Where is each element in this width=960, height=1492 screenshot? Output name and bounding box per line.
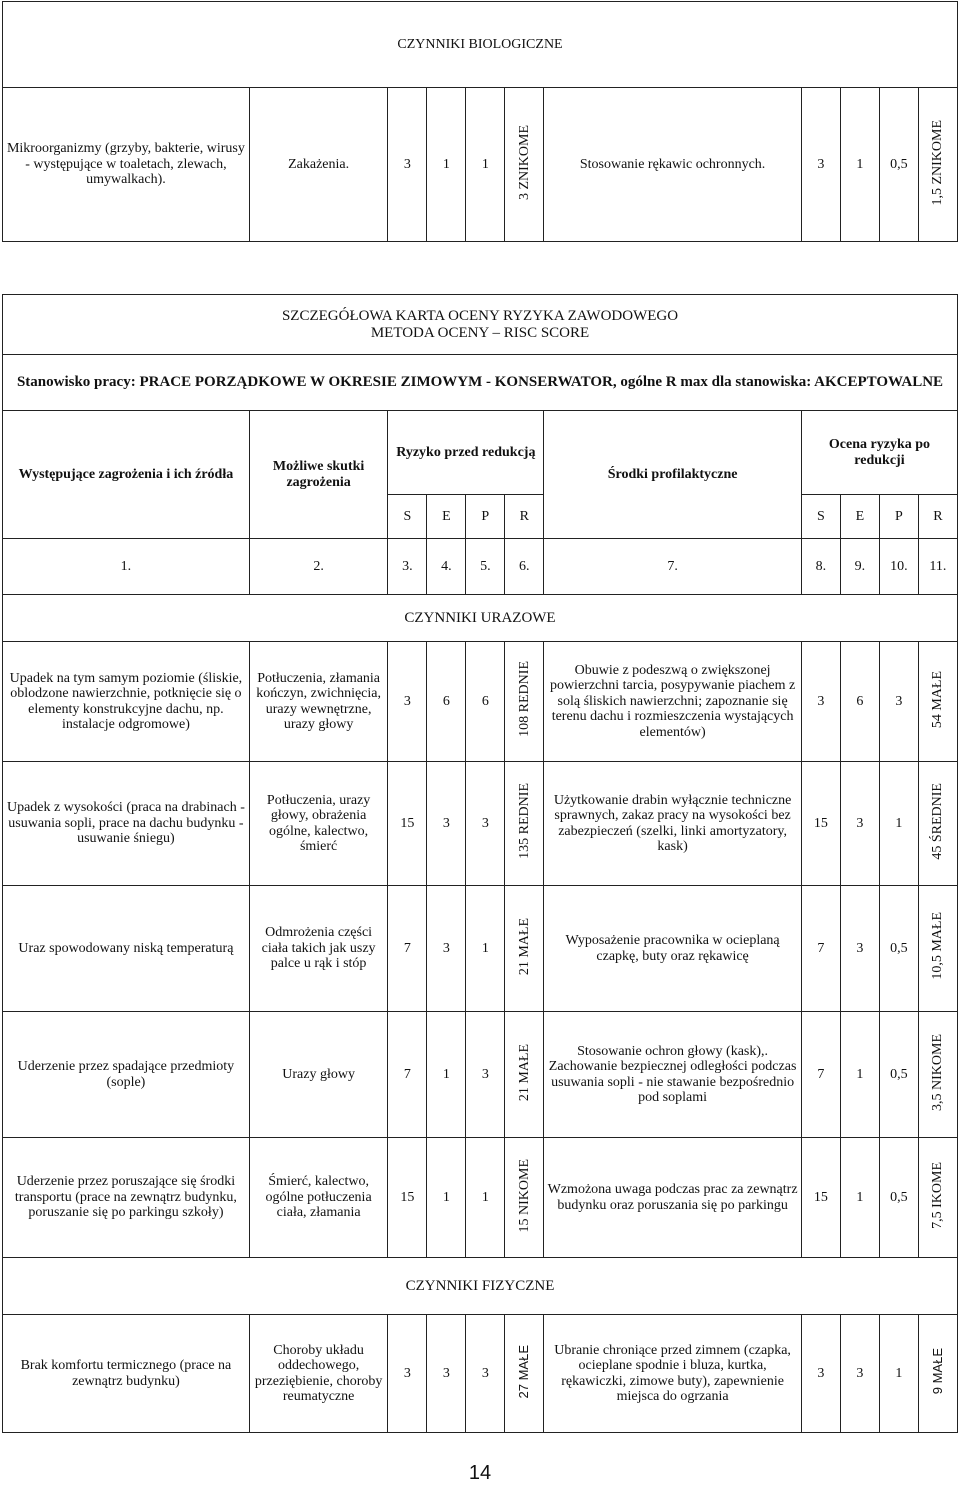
header-r-after: R <box>918 495 957 539</box>
column-number: 11. <box>918 539 957 595</box>
s-before: 7 <box>388 1012 427 1138</box>
s-after: 3 <box>801 1315 840 1433</box>
r-before: 135 REDNIE <box>516 783 532 860</box>
hazard-cell: Uraz spowodowany niską temperaturą <box>3 886 250 1012</box>
r-before: 15 NIKOME <box>516 1158 532 1233</box>
column-number: 7. <box>544 539 802 595</box>
effect-cell: Potłuczenia, urazy głowy, obrażenia ogólne, kalectwo, śmierć <box>249 762 388 886</box>
p-after: 1 <box>879 1315 918 1433</box>
r-after: 9 MAŁE <box>929 1348 945 1395</box>
measure-cell: Stosowanie ochron głowy (kask),. Zachowanie bezpiecznej odległości podczas usuwania sopli - nie stawanie bezpośrednio pod soplami <box>544 1012 802 1138</box>
effect-cell: Zakażenia. <box>249 88 388 242</box>
p-before: 1 <box>466 1138 505 1258</box>
e-after: 1 <box>840 1138 879 1258</box>
e-after: 1 <box>840 88 879 242</box>
e-before: 3 <box>427 762 466 886</box>
r-before: 21 MAŁE <box>516 917 532 975</box>
e-before: 1 <box>427 1138 466 1258</box>
table-row <box>3 1315 958 1433</box>
page-number: 14 <box>468 1462 492 1484</box>
s-before: 15 <box>388 762 427 886</box>
column-number: 4. <box>427 539 466 595</box>
hazard-cell: Uderzenie przez poruszające się środki transportu (prace na zewnątrz budynku, poruszanie się po parkingu szkoły) <box>3 1138 250 1258</box>
r-after: 1,5 ZNIKOME <box>930 119 946 206</box>
p-before: 1 <box>466 88 505 242</box>
header-s-after: S <box>801 495 840 539</box>
hazard-cell: Uderzenie przez spadające przedmioty (sople) <box>3 1012 250 1138</box>
e-after: 3 <box>840 886 879 1012</box>
table-row <box>3 88 958 242</box>
card-title: SZCZEGÓŁOWA KARTA OCENY RYZYKA ZAWODOWEGO <box>281 308 679 324</box>
s-before: 3 <box>388 88 427 242</box>
e-after: 3 <box>840 762 879 886</box>
e-before: 1 <box>427 88 466 242</box>
s-before: 3 <box>388 1315 427 1433</box>
header-effects: Możliwe skutki zagrożenia <box>249 411 388 539</box>
e-before: 6 <box>427 642 466 762</box>
effect-cell: Urazy głowy <box>249 1012 388 1138</box>
s-before: 7 <box>388 886 427 1012</box>
p-after: 0,5 <box>879 1012 918 1138</box>
measure-cell: Wyposażenie pracownika w ocieplaną czapkę, buty oraz rękawicę <box>544 886 802 1012</box>
header-s-before: S <box>388 495 427 539</box>
section-physical-title: CZYNNIKI FIZYCZNE <box>3 1258 958 1315</box>
s-after: 15 <box>801 762 840 886</box>
header-e-after: E <box>840 495 879 539</box>
p-after: 0,5 <box>879 88 918 242</box>
column-number: 10. <box>879 539 918 595</box>
measure-cell: Stosowanie rękawic ochronnych. <box>544 88 802 242</box>
header-e-before: E <box>427 495 466 539</box>
s-after: 7 <box>801 1012 840 1138</box>
e-before: 1 <box>427 1012 466 1138</box>
effect-cell: Choroby układu oddechowego, przeziębienie, choroby reumatyczne <box>249 1315 388 1433</box>
hazard-cell: Upadek z wysokości (praca na drabinach - usuwania sopli, prace na dachu budynku - usuwanie śniegu) <box>3 762 250 886</box>
r-after: 45 ŚREDNIE <box>930 782 946 860</box>
p-before: 1 <box>466 886 505 1012</box>
p-before: 3 <box>466 1315 505 1433</box>
s-after: 3 <box>801 88 840 242</box>
s-after: 15 <box>801 1138 840 1258</box>
p-before: 6 <box>466 642 505 762</box>
header-r-before: R <box>505 495 544 539</box>
column-number: 9. <box>840 539 879 595</box>
column-number: 1. <box>3 539 250 595</box>
r-after: 10,5 MAŁE <box>930 912 946 981</box>
hazard-cell: Mikroorganizmy (grzyby, bakterie, wirusy - występujące w toaletach, zlewach, umywalkach). <box>3 88 250 242</box>
column-number: 8. <box>801 539 840 595</box>
table-row <box>3 1138 958 1258</box>
e-before: 3 <box>427 1315 466 1433</box>
section-injury-title: CZYNNIKI URAZOWE <box>3 595 958 642</box>
p-before: 3 <box>466 762 505 886</box>
header-p-after: P <box>879 495 918 539</box>
r-before: 27 MAŁE <box>516 1344 532 1399</box>
e-after: 1 <box>840 1012 879 1138</box>
r-before: 21 MAŁE <box>516 1043 532 1101</box>
s-after: 7 <box>801 886 840 1012</box>
card-method: METODA OCENY – RISC SCORE <box>370 324 590 341</box>
column-number: 5. <box>466 539 505 595</box>
header-p-before: P <box>466 495 505 539</box>
column-number: 2. <box>249 539 388 595</box>
effect-cell: Śmierć, kalectwo, ogólne potłuczenia ciała, złamania <box>249 1138 388 1258</box>
p-after: 1 <box>879 762 918 886</box>
r-after: 54 MAŁE <box>930 670 946 728</box>
r-after: 3,5 NIKOME <box>930 1033 946 1111</box>
r-before: 108 REDNIE <box>516 661 532 738</box>
hazard-cell: Brak komfortu termicznego (prace na zewnątrz budynku) <box>3 1315 250 1433</box>
measure-cell: Obuwie z podeszwą o zwiększonej powierzchni tarcia, posypywanie piachem z solą śliskich nawierzchni; zapoznanie się terenu dachu i rozmieszczenia wystających elementów) <box>544 642 802 762</box>
effect-cell: Odmrożenia części ciała takich jak uszy palce u rąk i stóp <box>249 886 388 1012</box>
table-row <box>3 886 958 1012</box>
e-after: 6 <box>840 642 879 762</box>
bio-section-title: CZYNNIKI BIOLOGICZNE <box>3 2 958 88</box>
header-measures: Środki profilaktyczne <box>544 411 802 539</box>
workplace-line: Stanowisko pracy: PRACE PORZĄDKOWE W OKRESIE ZIMOWYM - KONSERWATOR, ogólne R max dla stanowiska: AKCEPTOWALNE <box>3 355 958 411</box>
s-before: 3 <box>388 642 427 762</box>
column-numbers-row <box>3 539 958 595</box>
r-after: 7,5 IKOME <box>930 1161 946 1229</box>
p-after: 3 <box>879 642 918 762</box>
table-row <box>3 1012 958 1138</box>
e-after: 3 <box>840 1315 879 1433</box>
hazard-cell: Upadek na tym samym poziomie (śliskie, oblodzone nawierzchnie, potknięcie się o elementy konstrukcyjne dachu, np. instalacje odgromowe) <box>3 642 250 762</box>
e-before: 3 <box>427 886 466 1012</box>
measure-cell: Użytkowanie drabin wyłącznie techniczne sprawnych, zakaz pracy na wysokości bez zabezpieczeń (szelki, linki amortyzatory, kask) <box>544 762 802 886</box>
header-risk-before: Ryzyko przed redukcją <box>388 411 544 495</box>
s-before: 15 <box>388 1138 427 1258</box>
r-before: 3 ZNIKOME <box>516 124 532 200</box>
p-after: 0,5 <box>879 886 918 1012</box>
column-number: 3. <box>388 539 427 595</box>
risk-card-table <box>2 294 958 1433</box>
header-hazards: Występujące zagrożenia i ich źródła <box>3 411 250 539</box>
column-number: 6. <box>505 539 544 595</box>
p-after: 0,5 <box>879 1138 918 1258</box>
table-row <box>3 762 958 886</box>
measure-cell: Ubranie chroniące przed zimnem (czapka, ocieplane spodnie i bluza, kurtka, rękawiczki, zimowe buty), zapewnienie miejsca do ogrzania <box>544 1315 802 1433</box>
effect-cell: Potłuczenia, złamania kończyn, zwichnięcia, urazy wewnętrzne, urazy głowy <box>249 642 388 762</box>
table-row <box>3 642 958 762</box>
header-risk-after: Ocena ryzyka po redukcji <box>801 411 957 495</box>
measure-cell: Wzmożona uwaga podczas prac za zewnątrz budynku oraz poruszania się po parkingu <box>544 1138 802 1258</box>
bio-table <box>2 1 958 242</box>
p-before: 3 <box>466 1012 505 1138</box>
s-after: 3 <box>801 642 840 762</box>
